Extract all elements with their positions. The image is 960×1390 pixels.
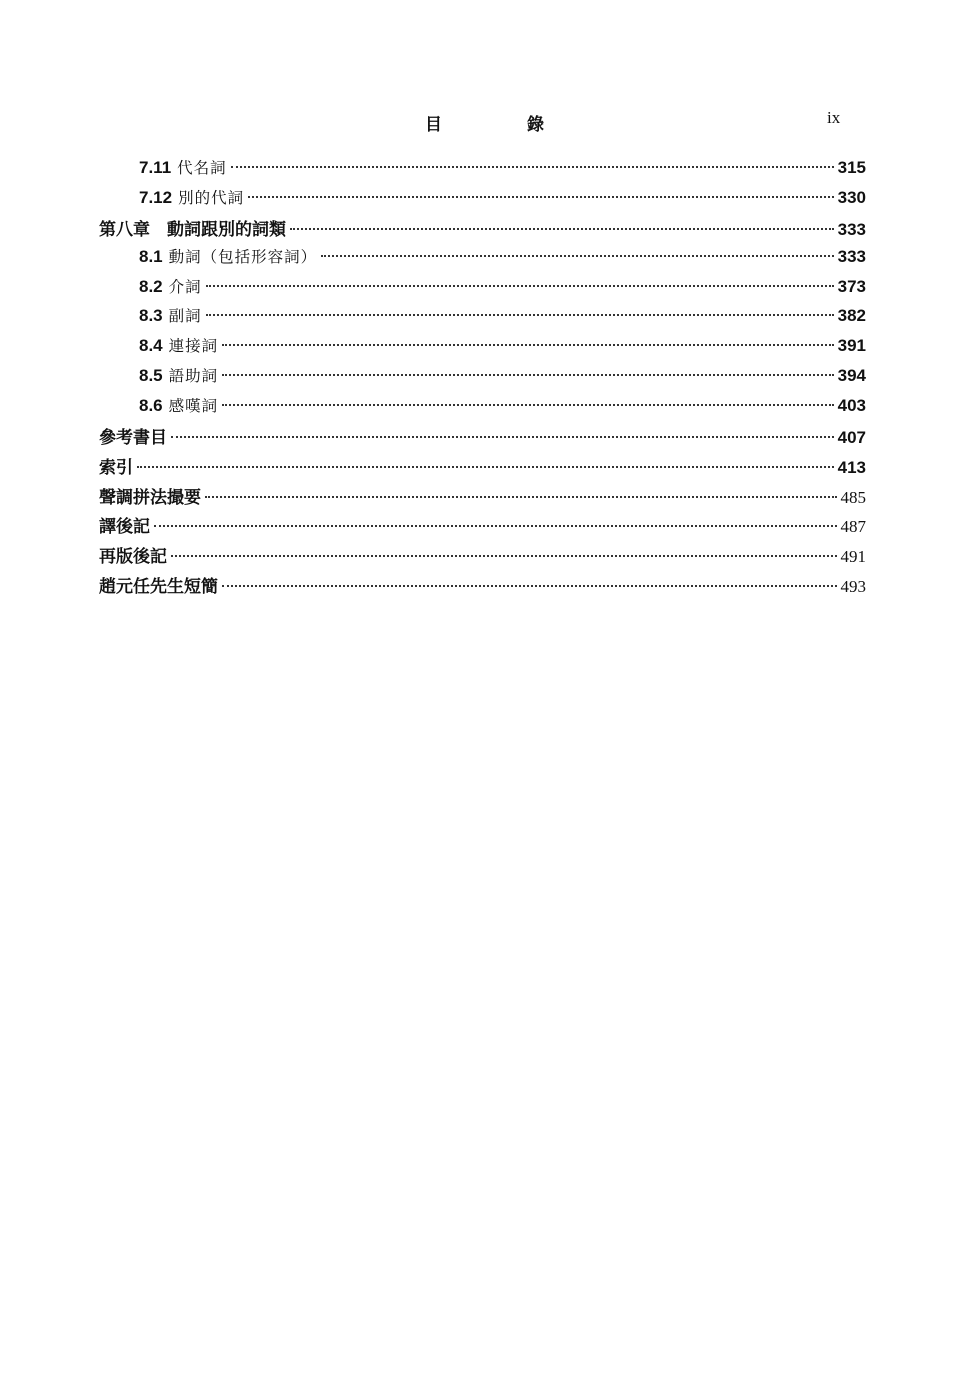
toc-entry-translator-afterword[interactable] [99, 512, 866, 542]
toc-entry-8-2[interactable] [99, 275, 866, 305]
toc-entry-page: 333 [837, 247, 866, 267]
toc-entry-8-6[interactable] [99, 394, 866, 424]
toc-entry-label [139, 364, 218, 386]
toc-entry-label [99, 572, 218, 597]
dot-leader [137, 466, 834, 468]
toc-entry-title: 連接詞 [168, 337, 219, 356]
toc-entry-label [139, 334, 218, 356]
dot-leader [205, 496, 837, 498]
toc-entry-8-5[interactable] [99, 364, 866, 394]
toc-entry-label [99, 423, 167, 448]
toc-entry-tone-spelling[interactable] [99, 483, 866, 513]
toc-entry-page: 391 [837, 336, 866, 356]
toc-entry-page: 491 [840, 546, 866, 566]
toc-entry-label [139, 156, 227, 178]
toc-entry-bibliography[interactable] [99, 423, 866, 453]
toc-entry-title: 參考書目 [99, 428, 167, 449]
toc-entry-title: 介詞 [168, 277, 202, 296]
toc-entry-page: 330 [837, 187, 866, 207]
dot-leader [222, 404, 833, 406]
toc-entry-label [139, 304, 202, 326]
header-title-right: 錄 [527, 115, 544, 135]
dot-leader [321, 255, 833, 257]
toc-entry-title: 感嘆詞 [168, 396, 219, 415]
toc-entry-8-1[interactable] [99, 245, 866, 275]
toc-entry-page: 394 [837, 365, 866, 385]
toc-entry-page: 315 [837, 158, 866, 177]
toc-entry-title: 譯後記 [99, 517, 150, 538]
toc-entry-page: 407 [837, 428, 866, 448]
header-title-left: 目 [425, 115, 442, 135]
toc-entry-letter[interactable] [99, 572, 866, 602]
toc-entry-title: 副詞 [168, 307, 202, 326]
toc-entry-7-11[interactable] [99, 156, 866, 186]
dot-leader [222, 374, 833, 376]
toc-entry-number: 8.2 [139, 276, 163, 296]
toc-entry-chapter-8[interactable] [99, 215, 866, 245]
dot-leader [206, 314, 834, 316]
toc-entry-title: 第八章 動詞跟別的詞類 [99, 220, 286, 241]
toc-entry-page: 333 [837, 220, 866, 240]
toc-entry-label [99, 483, 201, 508]
toc-entry-reprint-afterword[interactable] [99, 542, 866, 572]
toc-entry-page: 487 [840, 517, 866, 537]
toc-entry-title: 索引 [99, 457, 133, 478]
toc-entry-8-4[interactable] [99, 334, 866, 364]
toc-entry-number: 7.12 [139, 187, 173, 207]
toc-entry-title: 再版後記 [99, 546, 167, 567]
toc-entry-page: 403 [837, 395, 866, 415]
header-page-number: ix [827, 108, 841, 127]
toc-entry-label [139, 186, 244, 208]
dot-leader [154, 525, 837, 527]
toc-entry-number: 8.4 [139, 336, 163, 356]
toc-entry-label [99, 512, 150, 537]
dot-leader [171, 436, 834, 438]
toc-entry-title: 代名詞 [177, 159, 227, 177]
dot-leader [222, 344, 833, 346]
toc-entry-label [139, 275, 202, 297]
toc-entry-label [99, 215, 286, 240]
page-header [0, 108, 960, 138]
toc-entry-number: 8.5 [139, 365, 163, 385]
toc-entry-page: 413 [837, 457, 866, 477]
dot-leader [171, 555, 837, 557]
toc-entry-title: 語助詞 [168, 366, 219, 385]
toc-entry-8-3[interactable] [99, 304, 866, 334]
toc-entry-title: 聲調拼法撮要 [99, 487, 201, 508]
toc-entry-number: 8.3 [139, 306, 163, 326]
table-of-contents [99, 156, 866, 601]
toc-entry-label [139, 245, 317, 267]
toc-entry-7-12[interactable] [99, 186, 866, 216]
dot-leader [206, 285, 834, 287]
toc-entry-page: 373 [837, 276, 866, 296]
toc-entry-number: 8.1 [139, 247, 163, 267]
toc-entry-number: 8.6 [139, 395, 163, 415]
toc-entry-page: 485 [840, 487, 866, 507]
toc-entry-label [139, 394, 218, 416]
toc-entry-title: 趙元任先生短簡 [99, 576, 218, 597]
toc-entry-label [99, 542, 167, 567]
toc-entry-page: 493 [840, 576, 866, 596]
toc-entry-label [99, 453, 133, 478]
toc-entry-index[interactable] [99, 453, 866, 483]
toc-entry-title: 別的代詞 [178, 188, 245, 207]
toc-entry-title: 動詞（包括形容詞） [168, 248, 318, 267]
dot-leader [248, 196, 834, 198]
toc-entry-number: 7.11 [139, 158, 172, 177]
toc-entry-page: 382 [837, 306, 866, 326]
dot-leader [222, 585, 837, 587]
dot-leader [231, 166, 834, 168]
dot-leader [290, 228, 834, 230]
